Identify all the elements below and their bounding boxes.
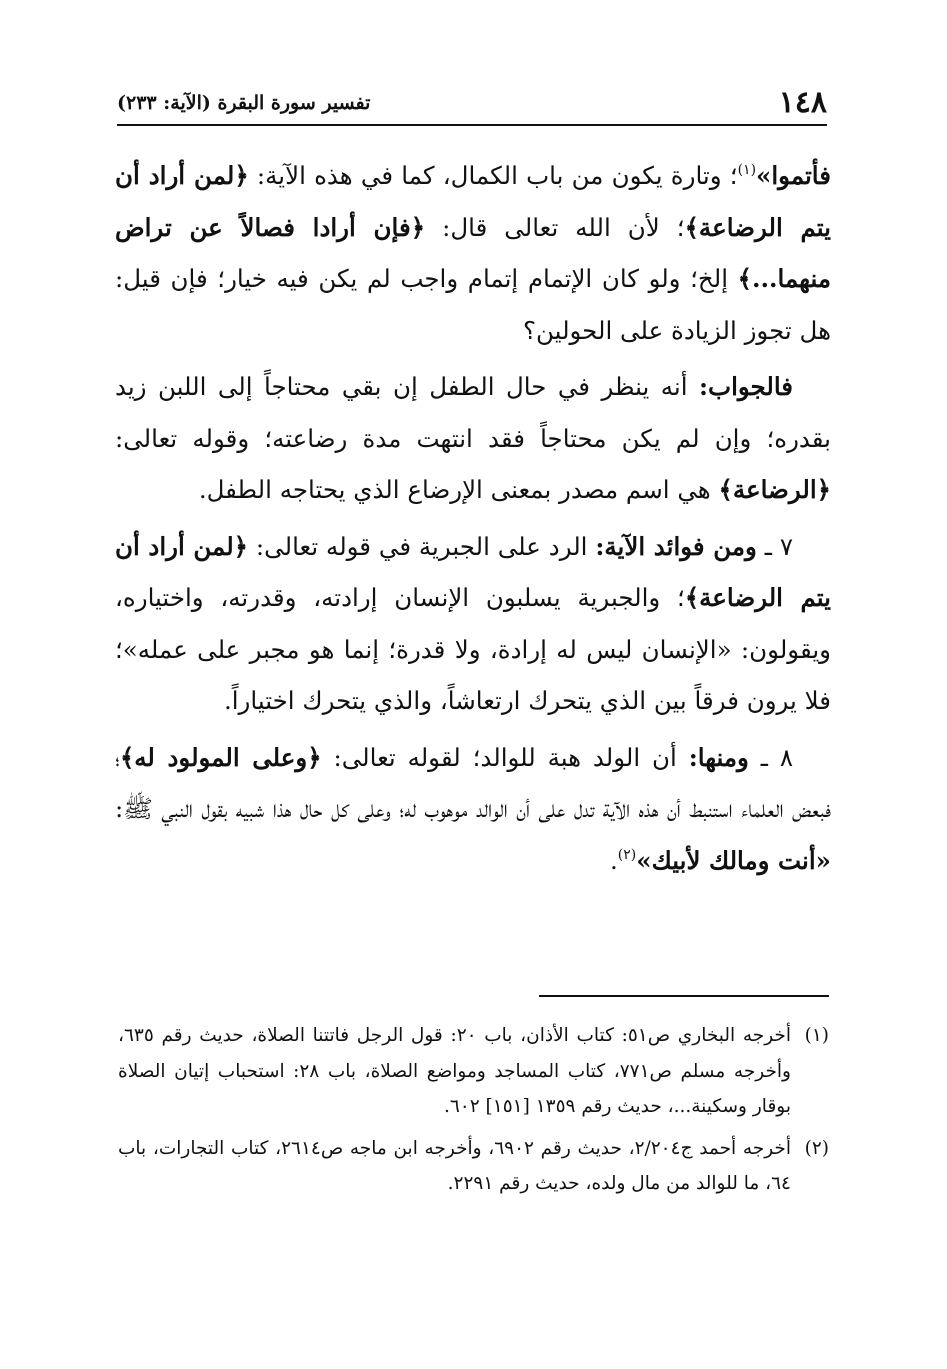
- footnote-ref-1: (١): [737, 162, 757, 178]
- page-number: ١٤٨: [778, 85, 827, 120]
- paragraph-4: [115, 732, 831, 887]
- footnote-number: (١): [804, 1025, 829, 1046]
- paragraph-text: ؛ والجبرية يسلبون الإنسان إرادته، وقدرته، واختياره، ويقولون: «الإنسان ليس له إرادة، ولا قدرة؛ إنما هو مجبر على عمله»؛ فلا يرون فرقاً بين الذي يتحرك ارتعاشاً، والذي يتحرك اختياراً.: [115, 583, 831, 715]
- point-number: ٨ ـ: [748, 742, 793, 772]
- footnotes: [118, 1018, 829, 1208]
- paragraph-text: ؛ وتارة يكون من باب الكمال، كما في هذه الآية:: [248, 161, 738, 190]
- point-title: ومنها:: [688, 742, 749, 772]
- answer-label: فالجواب:: [698, 372, 793, 401]
- paragraph-text: أنه ينظر في حال الطفل إن بقي محتاجاً إلى اللبن زيد بقدره؛ وإن لم يكن محتاجاً فقد انتهت مدة رضاعته؛ وقوله تعالى:: [115, 372, 831, 453]
- footnote-divider: [539, 995, 829, 997]
- paragraph-text: ؛ فبعض العلماء استنبط أن هذه الآية تدل على أن الوالد موهوب له؛ وعلى كل حال هذا شبيه بقول النبي ﷺ:: [115, 742, 831, 823]
- verse-quote: ﴿وعلى المولود له﴾: [119, 742, 322, 772]
- verse-quote: ﴿الرضاعة﴾: [718, 475, 831, 504]
- paragraph-1: [115, 150, 831, 356]
- footnote-1: [118, 1018, 829, 1125]
- footnote-text: أخرجه البخاري ص٥١: كتاب الأذان، باب ٢٠: قول الرجل فاتتنا الصلاة، حديث رقم ٦٣٥، وأخرجه مسلم ص٧٧١، كتاب المساجد ومواضع الصلاة، باب ٢٨: استحباب إتيان الصلاة بوقار وسكينة...، حديث رقم ١٣٥٩ [١٥١] ٦٠٢.: [118, 1025, 791, 1117]
- main-text: [115, 150, 831, 891]
- footnote-2: [118, 1131, 829, 1202]
- running-head: تفسير سورة البقرة (الآية: ٢٣٣): [117, 92, 371, 114]
- paragraph-text: إلخ؛ ولو كان الإتمام إتمام واجب لم يكن فيه خيار؛ فإن قيل: هل تجوز الزيادة على الحولين؟: [115, 264, 831, 345]
- verse-quote: ﴿لمن أراد أن يتم الرضاعة﴾: [115, 161, 832, 242]
- paragraph-2: [115, 361, 831, 516]
- page-header: [117, 84, 827, 126]
- footnote-ref-2: (٢): [617, 846, 637, 863]
- paragraph-text: .: [610, 845, 618, 875]
- point-title: ومن فوائد الآية:: [595, 531, 757, 561]
- verse-quote: ﴿فإن أرادا فصالاً عن تراض منهما...﴾: [115, 212, 831, 293]
- footnote-text: أخرجه أحمد ج٢/٢٠٤، حديث رقم ٦٩٠٢، وأخرجه ابن ماجه ص٢٦١٤، كتاب التجارات، باب ٦٤، ما للوالد من مال ولده، حديث رقم ٢٢٩١.: [118, 1137, 791, 1194]
- paragraph-text: الرد على الجبرية في قوله تعالى:: [248, 531, 596, 561]
- hadith-quote: «أنت ومالك لأبيك»: [636, 845, 831, 875]
- paragraph-text: ؛ لأن الله تعالى قال:: [425, 212, 685, 242]
- paragraph-3: [115, 521, 831, 727]
- paragraph-text: هي اسم مصدر بمعنى الإرضاع الذي يحتاجه الطفل.: [198, 475, 719, 504]
- footnote-number: (٢): [804, 1137, 829, 1159]
- point-number: ٧ ـ: [756, 531, 793, 561]
- paragraph-text: أن الولد هبة للوالد؛ لقوله تعالى:: [321, 742, 689, 772]
- quote-bold: فأتموا»: [756, 161, 831, 190]
- verse-quote: ﴿لمن أراد أن يتم الرضاعة﴾: [115, 531, 832, 612]
